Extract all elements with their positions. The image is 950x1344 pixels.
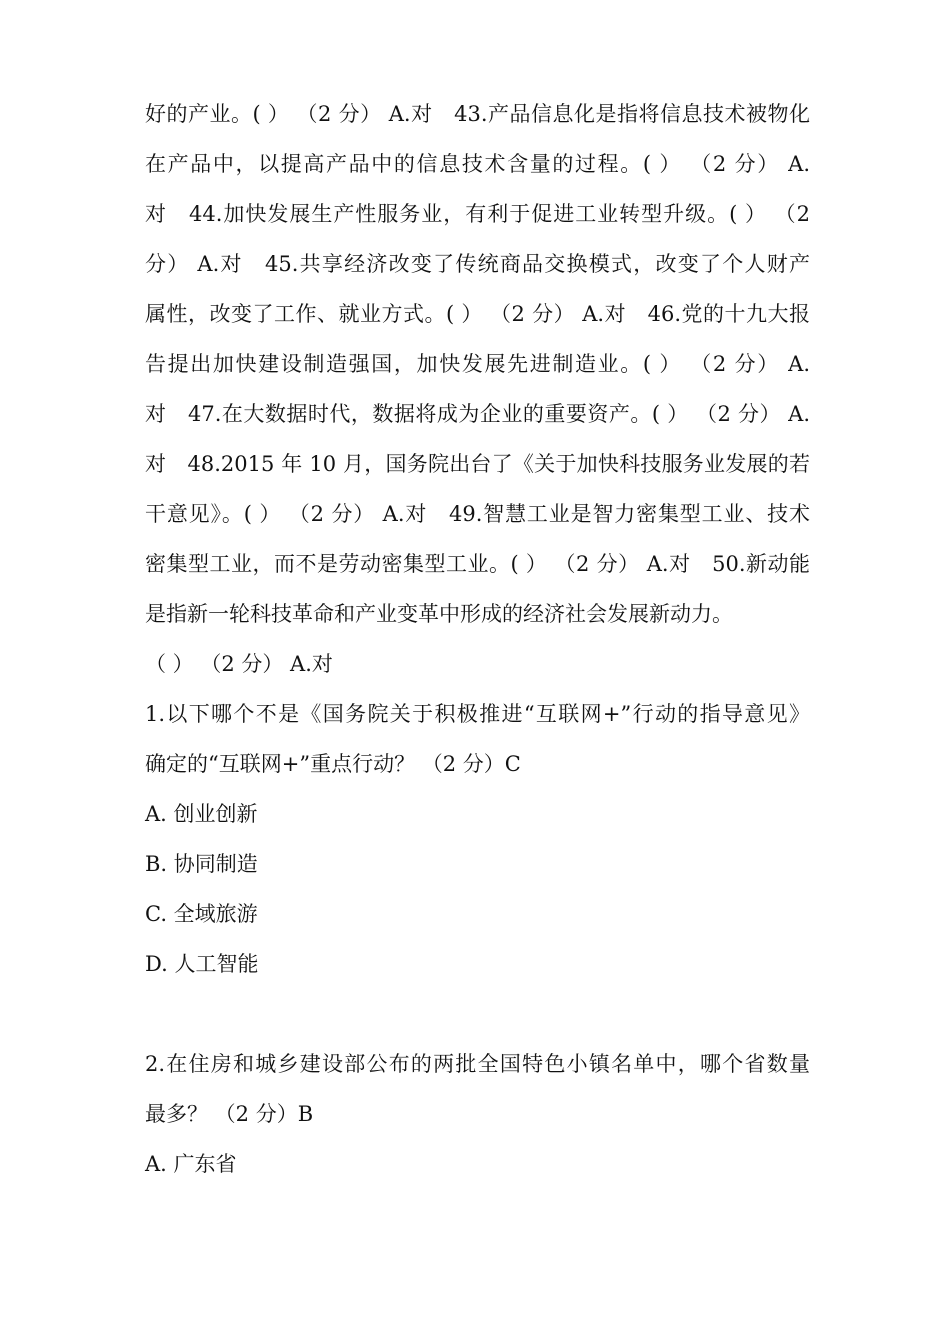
question-1-option-b: B. 协同制造 <box>145 852 258 876</box>
paragraph-line-11: 是指新一轮科技革命和产业变革中形成的经济社会发展新动力。 <box>145 602 733 626</box>
paragraph-line-1: 好的产业。( ） （2 分） A.对 43.产品信息化是指将信息技术被物化 <box>145 102 810 126</box>
paragraph-line-5: 属性，改变了工作、就业方式。( ） （2 分） A.对 46.党的十九大报 <box>145 302 810 326</box>
question-1-option-c: C. 全域旅游 <box>145 902 258 926</box>
paragraph-line-7: 对 47.在大数据时代，数据将成为企业的重要资产。( ） （2 分） A. <box>145 402 810 426</box>
question-1-line-2: 确定的“互联网+”重点行动？ （2 分）C <box>145 752 521 776</box>
paragraph-line-12: （ ） （2 分） A.对 <box>145 652 333 676</box>
paragraph-line-9: 干意见》。( ） （2 分） A.对 49.智慧工业是智力密集型工业、技术 <box>145 502 810 526</box>
question-1-option-d: D. 人工智能 <box>145 952 259 976</box>
question-2-line-2: 最多？ （2 分）B <box>145 1102 314 1126</box>
paragraph-line-10: 密集型工业，而不是劳动密集型工业。( ） （2 分） A.对 50.新动能 <box>145 552 810 576</box>
question-2-option-a: A. 广东省 <box>145 1152 237 1176</box>
paragraph-line-6: 告提出加快建设制造强国，加快发展先进制造业。( ） （2 分） A. <box>145 352 810 376</box>
question-1-line-1: 1.以下哪个不是《国务院关于积极推进“互联网+”行动的指导意见》 <box>145 702 810 726</box>
question-1-option-a: A. 创业创新 <box>145 802 258 826</box>
paragraph-line-2: 在产品中，以提高产品中的信息技术含量的过程。( ） （2 分） A. <box>145 152 810 176</box>
question-2-line-1: 2.在住房和城乡建设部公布的两批全国特色小镇名单中，哪个省数量 <box>145 1052 810 1076</box>
paragraph-line-8: 对 48.2015 年 10 月，国务院出台了《关于加快科技服务业发展的若 <box>145 452 810 476</box>
paragraph-line-3: 对 44.加快发展生产性服务业，有利于促进工业转型升级。( ） （2 <box>145 202 810 226</box>
paragraph-line-4: 分） A.对 45.共享经济改变了传统商品交换模式，改变了个人财产 <box>145 252 810 276</box>
